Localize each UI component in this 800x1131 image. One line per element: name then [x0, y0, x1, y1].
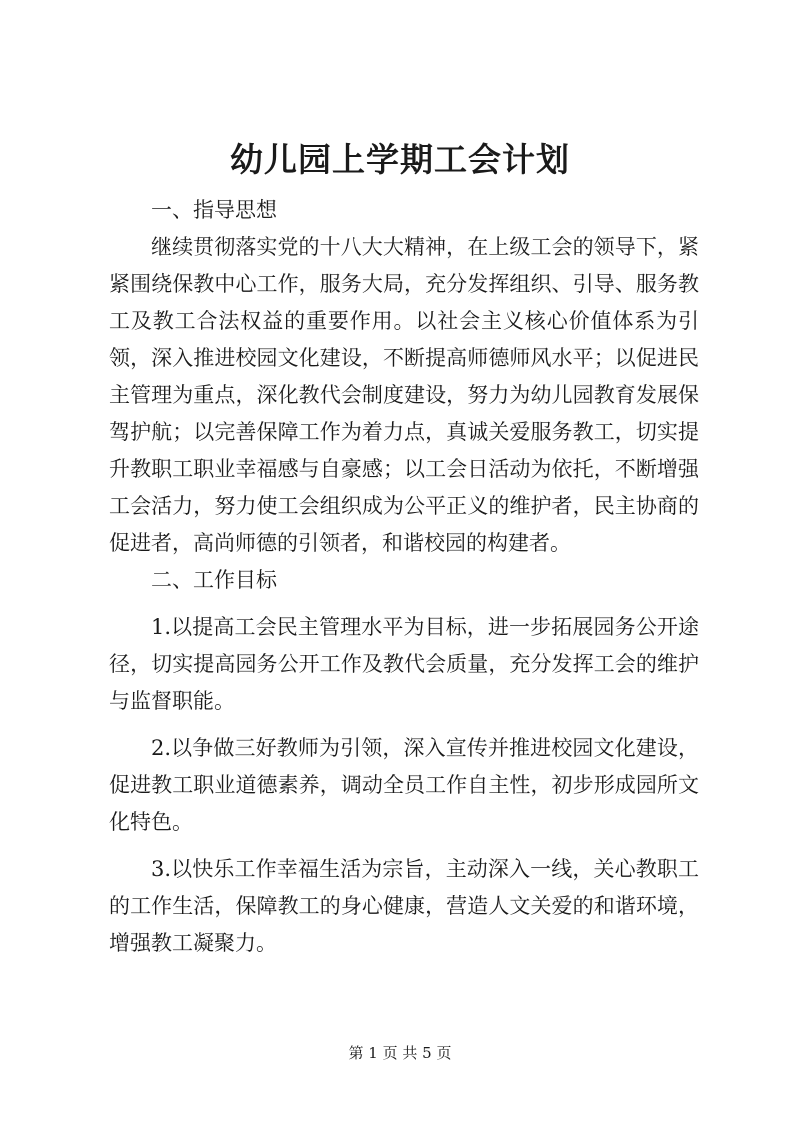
section-heading-work-goals: 二、工作目标	[151, 568, 277, 592]
paragraph-guiding-ideology: 继续贯彻落实党的十八大大精神，在上级工会的领导下，紧紧围绕保教中心工作，服务大局，充分发挥组织、引导、服务教工及教工合法权益的重要作用。以社会主义核心价值体系为引领，深入推进校园文化建设，不断提高师德师风水平；以促进民主管理为重点，深化教代会制度建设，努力为幼儿园教育发展保驾护航；以完善保障工作为着力点，真诚关爱服务教工，切实提升教职工职业幸福感与自豪感；以工会日活动为依托，不断增强工会活力，努力使工会组织成为公平正义的维护者，民主协商的促进者，高尚师德的引领者，和谐校园的构建者。	[109, 235, 699, 555]
page-number-footer: 第 1 页 共 5 页	[348, 1044, 452, 1062]
document-title: 幼儿园上学期工会计划	[230, 140, 570, 179]
paragraph-goal-3: 3.以快乐工作幸福生活为宗旨，主动深入一线，关心教职工的工作生活，保障教工的身心健康，营造人文关爱的和谐环境，增强教工凝聚力。	[109, 857, 699, 955]
document-body	[109, 192, 699, 962]
paragraph-goal-2: 2.以争做三好教师为引领，深入宣传并推进校园文化建设，促进教工职业道德素养，调动全员工作自主性，初步形成园所文化特色。	[109, 736, 699, 834]
section-heading-guiding-ideology: 一、指导思想	[151, 198, 277, 222]
paragraph-goal-1: 1.以提高工会民主管理水平为目标，进一步拓展园务公开途径，切实提高园务公开工作及教代会质量，充分发挥工会的维护与监督职能。	[109, 615, 699, 713]
